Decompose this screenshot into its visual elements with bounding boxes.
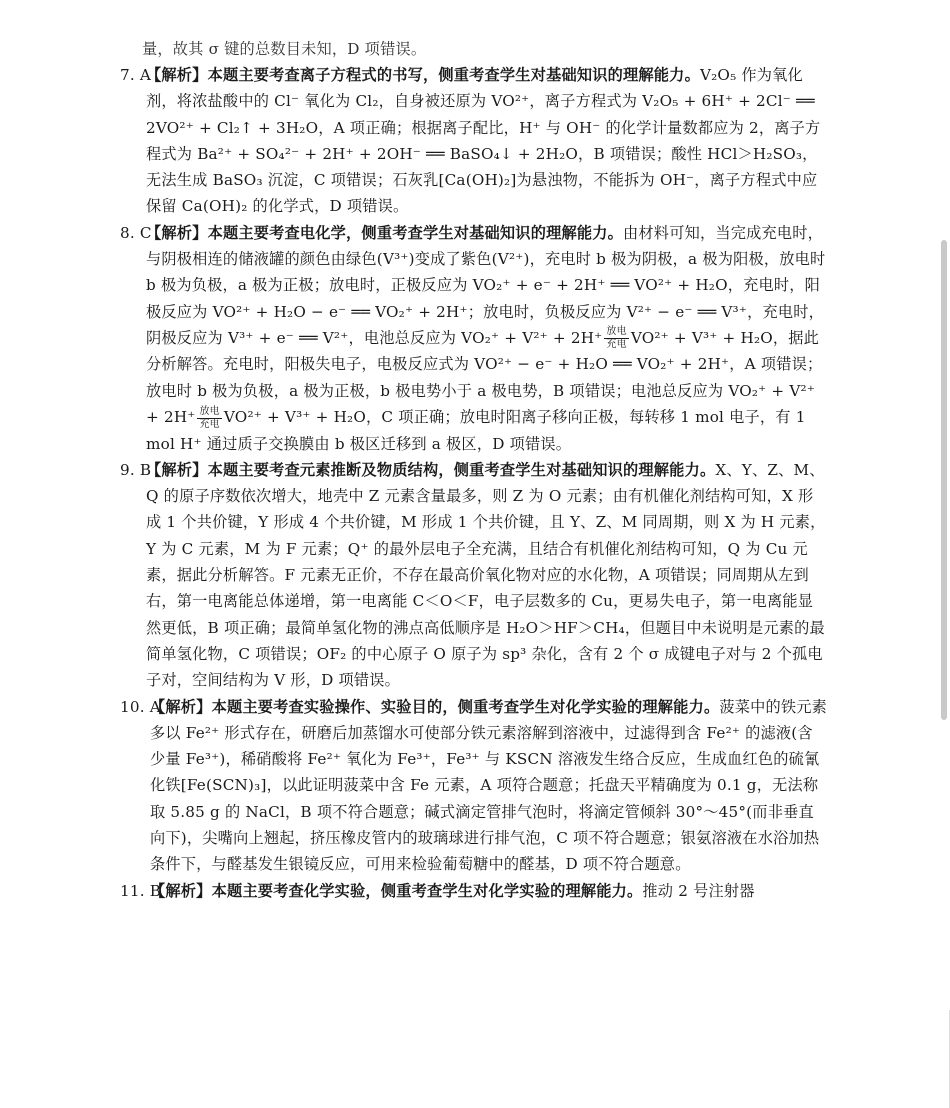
answer-number: 7. A [120,66,152,84]
answer-item-9 [120,457,828,694]
reversible-arrow: $\frac{\text{放电}}{\text{充电}}$ [199,405,220,430]
answer-item-8 [120,220,828,457]
answer-number: 8. C [120,223,152,242]
answer-item-11 [120,878,828,904]
answer-body: 推动 2 号注射器 [642,881,755,900]
answer-heading: 本题主要考查实验操作、实验目的，侧重考查学生对化学实验的理解能力。 [211,697,720,716]
answer-number: 10. A [120,697,161,716]
answer-heading: 本题主要考查离子方程式的书写，侧重考查学生对基础知识的理解能力。 [207,66,700,84]
answer-heading: 本题主要考查化学实验，侧重考查学生对化学实验的理解能力。 [211,881,643,900]
analysis-tag: 【解析】 [150,697,212,716]
answer-body-part: 由材料可知，当完成充电时，与阴极相连的储液罐的颜色由绿色(V³⁺)变成了紫色(V²⁺)，充电时 b 极为阴极，a 极为阳极，放电时 b 极为负极，a 极为正极；放电时，正极反应为 VO₂⁺ + e⁻ + 2H⁺ ══ VO²⁺ + H₂O，充电时，阳极反应为 VO²⁺ + H₂O − e⁻ ══ VO₂⁺ + 2H⁺；放电时，负极反应为 V²⁺ − e⁻ ══ V³⁺，充电时，阴极反应为 V³⁺ + e⁻ ══ V²⁺，电池总反应为 VO₂⁺ + V²⁺ + 2H⁺ [146,223,826,347]
analysis-tag: 【解析】 [146,66,208,84]
answer-heading: 本题主要考查电化学，侧重考查学生对基础知识的理解能力。 [207,223,624,242]
truncated-line: 量，故其 σ 键的总数目未知，D 项错误。 [142,40,427,58]
answer-number: 11. B [120,881,162,900]
answer-body-part: VO²⁺ + V³⁺ + H₂O，C 项正确；放电时阳离子移向正极，每转移 1 mol 电子，有 1 mol H⁺ 通过质子交换膜由 b 极区迁移到 a 极区，D 项错误。 [146,408,806,453]
answer-item-10 [120,694,828,878]
answer-text [120,40,828,904]
answer-number: 9. B [120,460,152,479]
answer-heading: 本题主要考查元素推断及物质结构，侧重考查学生对基础知识的理解能力。 [207,460,716,479]
answer-body-part: VO²⁺ + V³⁺ + H₂O，据此分析解答。充电时，阳极失电子，电极反应式为 VO²⁺ − e⁻ + H₂O ══ VO₂⁺ + 2H⁺，A 项错误；放电时 b 极为负极，a 极为正极，b 极电势小于 a 极电势，B 项错误；电池总反应为 VO₂⁺ + V²⁺ + 2H⁺ [146,328,823,427]
answer-body: X、Y、Z、M、Q 的原子序数依次增大，地壳中 Z 元素含量最多，则 Z 为 O 元素；由有机催化剂结构可知，X 形成 1 个共价键，Y 形成 4 个共价键，M 形成 1 个共价键，且 Y、Z、M 同周期，则 X 为 H 元素，Y 为 C 元素，M 为 F 元素；Q⁺ 的最外层电子全充满，且结合有机催化剂结构可知，Q 为 Cu 元素，据此分析解答。F 元素无正价，不存在最高价氧化物对应的水化物，A 项错误；同周期从左到右，第一电离能总体递增，第一电离能 C＜O＜F，电子层数多的 Cu，更易失电子，第一电离能显然更低，B 项正确；最简单氢化物的沸点高低顺序是 H₂O＞HF＞CH₄，但题目中未说明是元素的最简单氢化物，C 项错误；OF₂ 的中心原子 O 原子为 sp³ 杂化，含有 2 个 σ 成键电子对与 2 个孤电子对，空间结构为 V 形，D 项错误。 [146,460,826,690]
answer-body: 菠菜中的铁元素多以 Fe²⁺ 形式存在，研磨后加蒸馏水可使部分铁元素溶解到溶液中，过滤得到含 Fe²⁺ 的滤液(含少量 Fe³⁺)，稀硝酸将 Fe²⁺ 氧化为 Fe³⁺，Fe³⁺ 与 KSCN 溶液发生络合反应，生成血红色的硫氰化铁[Fe(SCN)₃]，以此证明菠菜中含 Fe 元素，A 项符合题意；托盘天平精确度为 0.1 g，无法称取 5.85 g 的 NaCl，B 项不符合题意；碱式滴定管排气泡时，将滴定管倾斜 30°～45°(而非垂直向下)，尖嘴向上翘起，挤压橡皮管内的玻璃球进行排气泡，C 项不符合题意；银氨溶液在水浴加热条件下，与醛基发生银镜反应，可用来检验葡萄糖中的醛基，D 项不符合题意。 [150,697,828,874]
vertical-scrollbar[interactable] [941,240,947,720]
answer-body: V₂O₅ 作为氧化剂，将浓盐酸中的 Cl⁻ 氧化为 Cl₂，自身被还原为 VO²⁺，离子方程式为 V₂O₅ + 6H⁺ + 2Cl⁻ ══ 2VO²⁺ + Cl₂↑ + 3H₂O，A 项正确；根据离子配比，H⁺ 与 OH⁻ 的化学计量数都应为 2，离子方程式为 Ba²⁺ + SO₄²⁻ + 2H⁺ + 2OH⁻ ══ BaSO₄↓ + 2H₂O，B 项错误；酸性 HCl＞H₂SO₃，无法生成 BaSO₃ 沉淀，C 项错误；石灰乳[Ca(OH)₂]为悬浊物，不能拆为 OH⁻，离子方程式中应保留 Ca(OH)₂ 的化学式，D 项错误。 [146,66,821,216]
analysis-tag: 【解析】 [146,223,208,242]
answer-item-7 [120,62,828,220]
analysis-tag: 【解析】 [150,881,212,900]
analysis-tag: 【解析】 [146,460,208,479]
reversible-arrow: $\frac{\text{放电}}{\text{充电}}$ [606,326,627,351]
